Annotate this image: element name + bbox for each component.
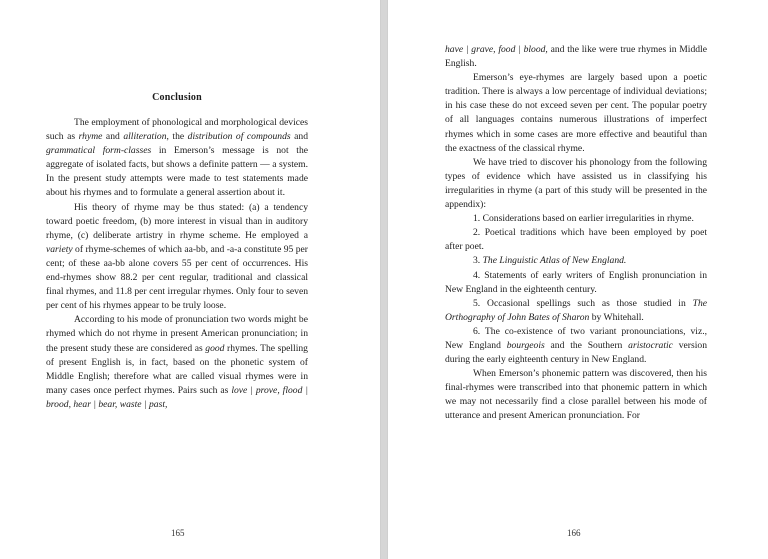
italic-text: distribution of compounds xyxy=(187,131,291,143)
text-run: of rhyme-schemes of which aa-bb, and -a-a constitute 95 per cent; of these aa-bb alone covers 55 per cent of occurrences. His end-rhymes show 88.2 per cent regular, traditional and classical final rhymes, and 11.8 per cent irregular rhymes. Only four to seven per cent of his rhymes appear to be truly loose. xyxy=(46,243,308,312)
italic-text: variety xyxy=(46,243,73,255)
text-run: 3. xyxy=(473,255,483,267)
paragraph xyxy=(445,325,707,367)
text-run: in Emerson’s message is not the aggregate of isolated facts, but shows a definite pattern — a system. In the present study attempts were made to test statements made about his rhymes and to formulate a general assertion about it. xyxy=(46,145,309,199)
text-run: Emerson’s eye-rhymes are largely based upon a poetic tradition. There is always a low percentage of individual deviations; in his case these do not exceed seven per cent. The popular poetry of all languages contains numerous illustrations of imperfect rhymes which in some cases are more effective and beautiful than the exactness of the classical rhyme. xyxy=(445,72,707,154)
paragraph xyxy=(445,269,707,297)
text-run: We have tried to discover his phonology from the following types of evidence which have assisted us in classifying his irregularities in rhyme (a part of this study will be presented in the appendix): xyxy=(445,156,707,211)
page-number-left: 165 xyxy=(171,528,185,538)
text-run: by Whitehall. xyxy=(589,311,644,323)
italic-text: grammatical form-classes xyxy=(46,145,152,157)
text-run: His theory of rhyme may be thus stated: (a) a tendency toward poetic freedom, (b) more interest in visual than in auditory rhyme, (c) deliberate artistry in rhyme scheme. He employed a xyxy=(46,201,308,241)
paragraph xyxy=(445,156,707,212)
italic-text: love | prove, flood | brood, hear | bear, waste | past, xyxy=(46,384,308,410)
paragraph xyxy=(445,43,707,71)
text-run: and the Southern xyxy=(544,339,629,351)
paragraph xyxy=(445,367,707,423)
text-run: The employment of phonological and morphological devices such as xyxy=(46,117,308,143)
text-run: When Emerson’s phonemic pattern was discovered, then his final-rhymes were transcribed into that phonemic pattern in which we may not necessarily find a close parallel between his mode of utterance and present American pronunciation. For xyxy=(445,368,707,422)
left-page-body xyxy=(46,116,308,412)
chapter-heading: Conclusion xyxy=(152,92,202,103)
paragraph xyxy=(445,254,707,268)
paragraph xyxy=(445,226,707,254)
right-page-body xyxy=(445,43,707,424)
italic-text: alliteration xyxy=(123,131,167,143)
text-run: version during the early eighteenth century in New England. xyxy=(445,339,707,366)
right-page xyxy=(387,0,768,559)
italic-text: rhyme xyxy=(78,131,103,143)
paragraph xyxy=(46,313,308,412)
text-run: 5. Occasional spellings such as those studied in xyxy=(473,297,693,309)
text-run: 1. Considerations based on earlier irregularities in rhyme. xyxy=(473,213,694,225)
text-run: rhymes. The spelling of present English is, in fact, based on the phonetic system of Middle English; therefore what are called visual rhymes were in many cases once perfect rhymes. Pairs such as xyxy=(46,342,308,396)
italic-text: aristocratic xyxy=(628,339,673,351)
paragraph xyxy=(445,212,707,226)
text-run: and the like were true rhymes in Middle English. xyxy=(445,44,707,70)
text-run: 4. Statements of early writers of English pronunciation in New England in the eighteenth century. xyxy=(445,269,707,295)
paragraph xyxy=(46,116,308,201)
paragraph xyxy=(445,71,707,156)
text-run: and xyxy=(102,131,124,143)
text-run: 2. Poetical traditions which have been employed by poet after poet. xyxy=(445,227,707,253)
text-run: and xyxy=(290,131,308,143)
italic-text: have | grave, food | blood, xyxy=(445,44,548,55)
italic-text: The Linguistic Atlas of New England. xyxy=(482,255,627,267)
left-page xyxy=(0,0,381,559)
paragraph xyxy=(46,201,308,314)
italic-text: bourgeois xyxy=(506,339,545,351)
page-number-right: 166 xyxy=(567,528,581,538)
italic-text: The Orthography of John Bates of Sharon xyxy=(445,297,707,323)
text-run: , the xyxy=(166,131,188,143)
italic-text: good xyxy=(205,342,225,354)
paragraph xyxy=(445,297,707,325)
text-run: According to his mode of pronunciation two words might be rhymed which do not rhyme in present American pronunciation; in the present study these are considered as xyxy=(46,314,308,354)
text-run: 6. The co-existence of two variant pronounciations, viz., New England xyxy=(445,325,707,351)
